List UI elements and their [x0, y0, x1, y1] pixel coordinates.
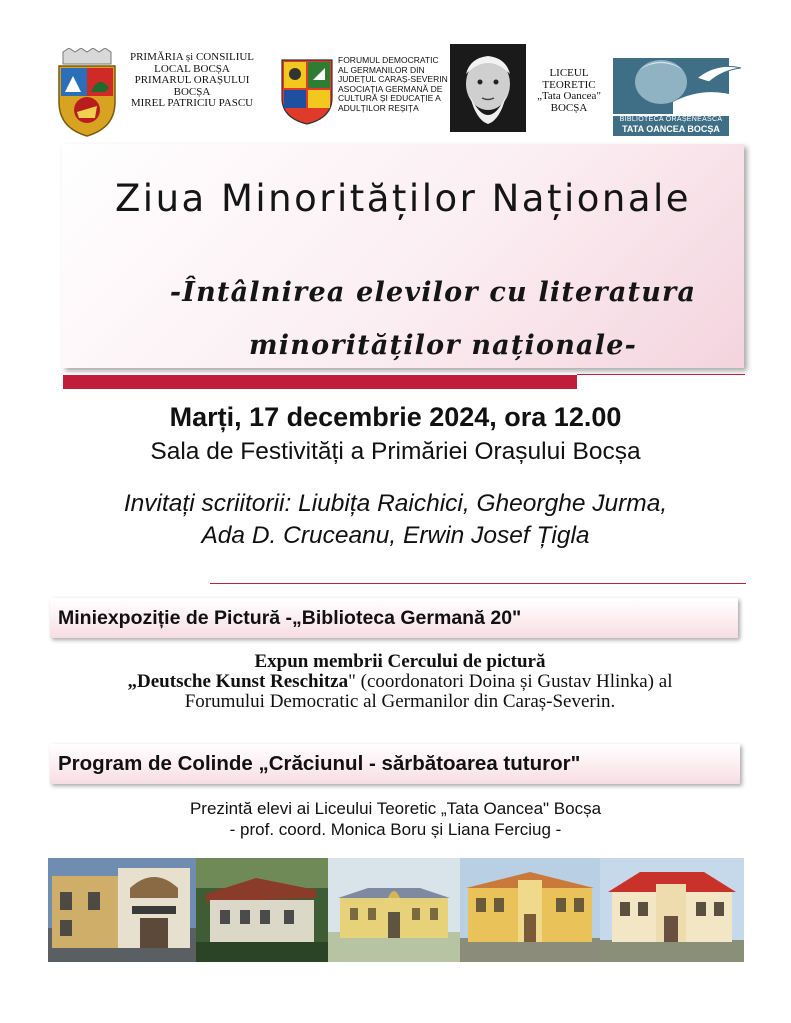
- school-line: TEORETIC: [542, 78, 596, 91]
- carols-heading: Program de Colinde „Crăciunul - sărbătoarea tuturor": [50, 744, 740, 784]
- title-banner: [62, 144, 744, 368]
- event-date: Marți, 17 decembrie 2024, ora 12.00: [169, 402, 622, 432]
- library-label-line1: BIBLIOTECA ORĂȘENEASCĂ: [619, 116, 723, 123]
- carols-line1: Prezintă elevi ai Liceului Teoretic „Tata Oancea" Bocșa: [189, 799, 602, 818]
- municipality-line: PRIMĂRIA și CONSILIUL: [129, 51, 255, 63]
- invited-writers-line1: Invitați scriitorii: Liubița Raichici, Gheorghe Jurma,: [123, 490, 668, 517]
- bocsa-coat-of-arms-icon: [55, 48, 119, 138]
- library-label-line2: TATA OANCEA BOCȘA: [622, 124, 720, 134]
- exhibition-description: [0, 652, 791, 712]
- invited-writers-line2: Ada D. Cruceanu, Erwin Josef Țigla: [201, 522, 590, 549]
- library-logo-icon: [613, 52, 743, 116]
- painting-3: [328, 858, 460, 962]
- painting-2: [196, 858, 328, 962]
- school-line: „Tata Oancea": [537, 90, 601, 102]
- red-divider-bar: [63, 375, 577, 389]
- municipality-line: PRIMARUL ORAȘULUI: [134, 74, 250, 86]
- municipality-line: LOCAL BOCȘA: [154, 62, 230, 75]
- event-subtitle-line1: -Întâlnirea elevilor cu literatura: [169, 277, 697, 308]
- forum-line: CULTURĂ ȘI EDUCAȚIE A: [338, 93, 441, 103]
- school-line: BOCȘA: [550, 101, 588, 114]
- exhibition-line1: Expun membrii Cercului de pictură: [254, 651, 546, 672]
- event-title: Ziua Minorităților Naționale: [114, 177, 692, 220]
- carols-line2: - prof. coord. Monica Boru și Liana Ferciug -: [229, 820, 562, 839]
- event-venue: Sala de Festivități a Primăriei Orașului Bocșa: [150, 438, 641, 465]
- forum-coat-of-arms-icon: [280, 58, 334, 126]
- tata-oancea-portrait-icon: [450, 44, 526, 132]
- exhibition-line2: „Deutsche Kunst Reschitza" (coordonatori Doina și Gustav Hlinka) al: [127, 671, 673, 692]
- painting-5: [600, 858, 744, 962]
- forum-line: FORUMUL DEMOCRATIC: [338, 55, 439, 65]
- painting-1: [48, 858, 196, 962]
- invited-writers: [0, 488, 791, 552]
- thin-divider: [577, 374, 745, 375]
- forum-line: AL GERMANILOR DIN: [338, 64, 425, 75]
- municipality-line: MIREL PATRICIU PASCU: [130, 97, 254, 109]
- forum-line: ADULȚILOR REȘIȚA: [338, 102, 419, 113]
- municipality-line: BOCȘA: [173, 85, 211, 98]
- header-logos: [50, 44, 750, 139]
- library-logo: [613, 52, 743, 136]
- forum-line: ASOCIAȚIA GERMANĂ DE: [338, 83, 443, 94]
- school-line: LICEUL: [549, 67, 589, 79]
- forum-line: JUDEȚUL CARAȘ-SEVERIN: [338, 74, 448, 84]
- event-subtitle-line2: minorităților naționale-: [249, 330, 637, 361]
- exhibition-line3: Forumului Democratic al Germanilor din Caraș-Severin.: [184, 691, 616, 712]
- carols-description: [0, 798, 791, 840]
- thin-divider: [210, 583, 746, 584]
- exhibition-heading: Miniexpoziție de Pictură -„Biblioteca Germană 20": [50, 598, 738, 638]
- painting-4: [460, 858, 600, 962]
